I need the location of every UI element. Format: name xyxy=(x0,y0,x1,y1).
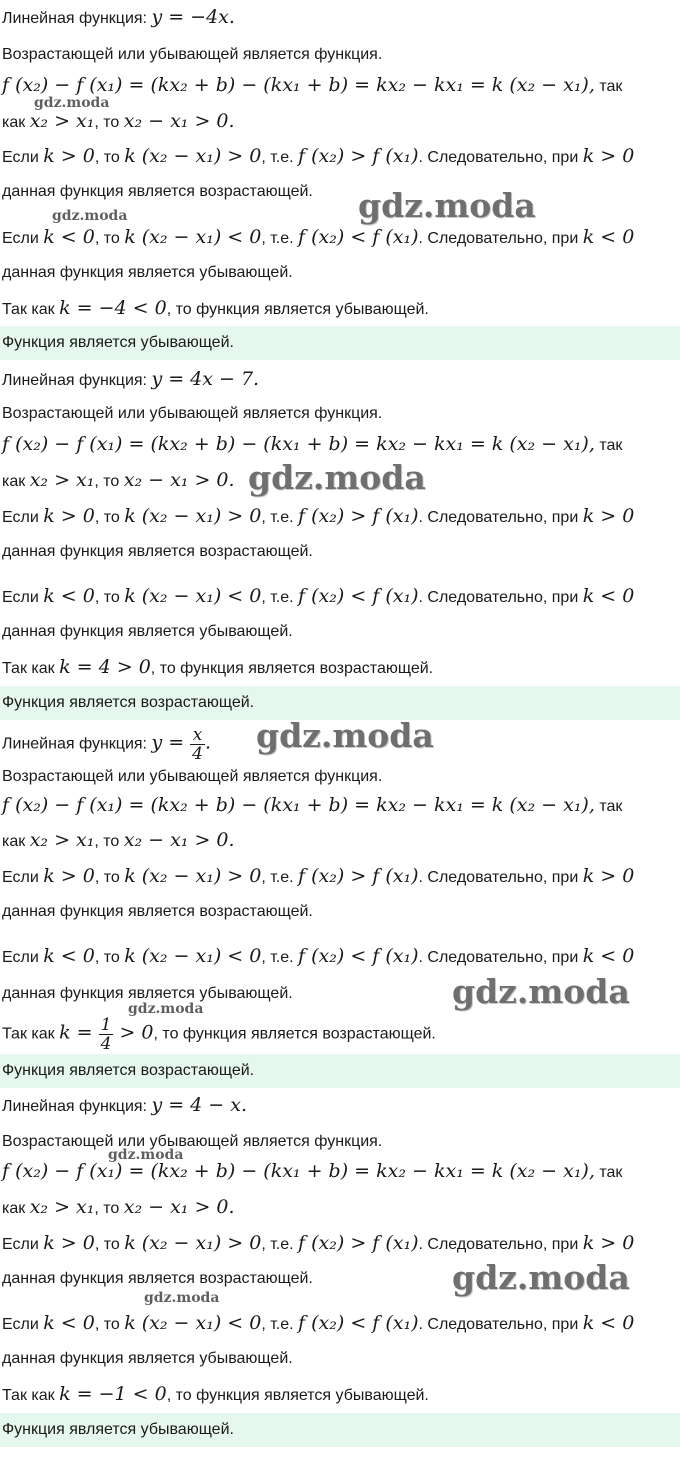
text-fragment: 1 xyxy=(100,1015,112,1035)
section1-question: Возрастающей или убывающей является функция. xyxy=(2,46,383,63)
text-fragment: как xyxy=(2,473,30,490)
watermark-small: gdz.moda xyxy=(34,95,110,111)
section3-final-statement xyxy=(0,1016,680,1053)
final-fraction xyxy=(99,1016,114,1053)
math-formula: k (x₂ − x₁) > 0 xyxy=(124,865,262,887)
math-formula: k > 0 xyxy=(582,505,635,527)
watermark-large: gdz.moda xyxy=(248,458,426,497)
math-formula: k > 0 xyxy=(43,1232,95,1254)
math-formula: x₂ − x₁ > 0. xyxy=(123,110,235,132)
math-formula: k (x₂ − x₁) < 0 xyxy=(124,945,262,967)
text-fragment: , т.е. xyxy=(261,869,299,886)
section3-question: Возрастающей или убывающей является функция. xyxy=(2,768,383,785)
section1-negative-conclusion: данная функция является убывающей. xyxy=(2,264,293,281)
text-fragment: 4 xyxy=(100,1034,112,1054)
section3-answer-banner: Функция является возрастающей. xyxy=(0,1054,680,1088)
text-fragment: Если xyxy=(2,949,44,966)
text-fragment: , то функция является возрастающей. xyxy=(150,660,434,677)
math-formula: k = 4 > 0 xyxy=(59,656,151,678)
math-formula: k > 0 xyxy=(582,865,635,887)
math-formula: x₂ > x₁ xyxy=(29,469,95,491)
text-fragment: Если xyxy=(2,230,44,247)
text-fragment: . Следовательно, при xyxy=(418,1236,583,1253)
text-fragment: как xyxy=(2,114,30,131)
section4-answer-banner: Функция является убывающей. xyxy=(0,1413,680,1447)
text-fragment: , то xyxy=(94,114,124,131)
watermark-large: gdz.moda xyxy=(452,1258,630,1297)
math-formula: k > 0 xyxy=(43,505,95,527)
text-fragment: как xyxy=(2,1200,30,1217)
text-fragment: Так как xyxy=(2,1387,60,1404)
math-formula: k < 0 xyxy=(43,226,95,248)
math-formula: k = −1 < 0 xyxy=(59,1383,167,1405)
watermark-large: gdz.moda xyxy=(256,716,434,755)
math-formula: f (x₂) < f (x₁) xyxy=(298,585,419,607)
text-fragment: так xyxy=(594,798,623,815)
text-fragment: , т.е. xyxy=(261,949,299,966)
text-fragment: , то xyxy=(94,509,125,526)
math-formula: x₂ − x₁ > 0. xyxy=(123,829,235,851)
text-fragment: , т.е. xyxy=(261,1316,299,1333)
math-formula: k < 0 xyxy=(43,585,95,607)
math-formula: k < 0 xyxy=(43,1312,95,1334)
watermark-large: gdz.moda xyxy=(452,972,630,1011)
math-formula: x₂ − x₁ > 0. xyxy=(123,469,235,491)
text-fragment: Если xyxy=(2,869,44,886)
heading-label: Линейная функция: xyxy=(2,10,152,27)
text-fragment: Линейная функция: xyxy=(2,1098,152,1115)
section4-final-statement xyxy=(0,1383,680,1407)
math-formula: f (x₂) < f (x₁) xyxy=(298,1312,419,1334)
math-formula: > 0 xyxy=(113,1021,154,1044)
math-formula: k < 0 xyxy=(582,226,635,248)
text-fragment: . Следовательно, при xyxy=(418,509,583,526)
text-fragment: . Следовательно, при xyxy=(418,869,583,886)
text-fragment: 4 xyxy=(192,744,203,764)
math-formula: x₂ > x₁ xyxy=(29,110,95,132)
math-formula: y = xyxy=(151,731,191,754)
math-formula: k < 0 xyxy=(43,945,95,967)
text-fragment: , то xyxy=(94,949,125,966)
text-fragment: , то xyxy=(94,1236,125,1253)
math-formula: f (x₂) < f (x₁) xyxy=(298,226,419,248)
text-fragment: Линейная функция: xyxy=(2,372,152,389)
math-formula: f (x₂) > f (x₁) xyxy=(298,505,419,527)
math-formula: f (x₂) > f (x₁) xyxy=(298,145,419,167)
text-fragment: , то xyxy=(94,869,125,886)
text-fragment: , т.е. xyxy=(261,230,299,247)
math-formula: k (x₂ − x₁) < 0 xyxy=(124,226,262,248)
text-fragment: , то xyxy=(94,1200,124,1217)
math-formula: f (x₂) − f (x₁) = (kx₂ + b) − (kx₁ + b) = kx₂ − kx₁ = k (x₂ − x₁), xyxy=(2,794,595,816)
section4-positive-case xyxy=(0,1232,680,1256)
section2-question: Возрастающей или убывающей является функция. xyxy=(2,405,383,422)
math-formula: y = 4x − 7. xyxy=(151,368,260,390)
math-formula: f (x₂) > f (x₁) xyxy=(298,865,419,887)
text-fragment: , т.е. xyxy=(261,1236,299,1253)
text-fragment: Если xyxy=(2,149,44,166)
text-fragment: . Следовательно, при xyxy=(418,149,583,166)
section2-heading xyxy=(0,368,680,392)
function-formula: y = −4x. xyxy=(151,6,235,28)
section3-difference-equation xyxy=(0,794,680,818)
text-fragment: , то функция является убывающей. xyxy=(166,1387,429,1404)
section1-final-statement xyxy=(0,297,680,321)
watermark-small: gdz.moda xyxy=(128,1001,204,1017)
text-fragment: , то xyxy=(94,473,124,490)
section1-answer-banner: Функция является убывающей. xyxy=(0,326,680,360)
math-formula: y = 4 − x. xyxy=(151,1094,248,1116)
section3-negative-conclusion: данная функция является убывающей. xyxy=(2,985,293,1002)
text-fragment: Так как xyxy=(2,660,60,677)
section2-negative-case xyxy=(0,585,680,609)
math-formula: k < 0 xyxy=(582,585,635,607)
watermark-small: gdz.moda xyxy=(52,208,128,224)
math-formula: k > 0 xyxy=(43,865,95,887)
section4-condition xyxy=(0,1196,680,1220)
text-fragment: . Следовательно, при xyxy=(418,949,583,966)
math-formula: f (x₂) − f (x₁) = (kx₂ + b) − (kx₁ + b) = kx₂ − kx₁ = k (x₂ − x₁), xyxy=(2,433,595,455)
section3-positive-case xyxy=(0,865,680,889)
section3-negative-case xyxy=(0,945,680,969)
math-formula: . xyxy=(205,731,212,754)
text-fragment: . Следовательно, при xyxy=(418,230,583,247)
section3-positive-conclusion: данная функция является возрастающей. xyxy=(2,903,313,920)
math-formula: k < 0 xyxy=(582,945,635,967)
section1-positive-conclusion: данная функция является возрастающей. xyxy=(2,183,313,200)
math-formula: x₂ > x₁ xyxy=(29,1196,95,1218)
section2-negative-conclusion: данная функция является убывающей. xyxy=(2,623,293,640)
math-formula: f (x₂) − f (x₁) = (kx₂ + b) − (kx₁ + b) = kx₂ − kx₁ = k (x₂ − x₁), xyxy=(2,1160,595,1182)
head-fraction xyxy=(190,726,205,763)
section1-condition xyxy=(0,110,680,134)
text-fragment: Если xyxy=(2,589,44,606)
text-fragment: Так как xyxy=(2,1025,60,1043)
text-fragment: , т.е. xyxy=(261,509,299,526)
math-formula: f (x₂) − f (x₁) = (kx₂ + b) − (kx₁ + b) = kx₂ − kx₁ = k (x₂ − x₁), xyxy=(2,74,595,96)
text-fragment: , то xyxy=(94,833,124,850)
text-fragment: , то функция является убывающей. xyxy=(166,301,429,318)
section3-condition xyxy=(0,829,680,853)
section2-difference-equation xyxy=(0,433,680,457)
text-fragment: Если xyxy=(2,1316,44,1333)
section1-negative-case xyxy=(0,226,680,250)
math-formula: k = −4 < 0 xyxy=(59,297,167,319)
section1-positive-case xyxy=(0,145,680,169)
text-fragment: , т.е. xyxy=(261,589,299,606)
math-formula: k < 0 xyxy=(582,1312,635,1334)
text-fragment: , т.е. xyxy=(261,149,299,166)
text-fragment: так xyxy=(594,437,623,454)
text-fragment: . Следовательно, при xyxy=(418,589,583,606)
math-formula: k (x₂ − x₁) > 0 xyxy=(124,145,262,167)
math-formula: k (x₂ − x₁) > 0 xyxy=(124,1232,262,1254)
math-formula: f (x₂) > f (x₁) xyxy=(298,1232,419,1254)
text-fragment: . Следовательно, при xyxy=(418,1316,583,1333)
text-fragment: так xyxy=(594,78,623,95)
text-fragment: Если xyxy=(2,1236,44,1253)
section4-negative-conclusion: данная функция является убывающей. xyxy=(2,1350,293,1367)
section4-difference-equation xyxy=(0,1160,680,1184)
text-fragment: , то xyxy=(94,149,125,166)
text-fragment: Так как xyxy=(2,301,60,318)
section2-answer-banner: Функция является возрастающей. xyxy=(0,686,680,720)
math-formula: k > 0 xyxy=(43,145,95,167)
text-fragment: как xyxy=(2,833,30,850)
math-formula: k > 0 xyxy=(582,1232,635,1254)
math-formula: k (x₂ − x₁) > 0 xyxy=(124,505,262,527)
watermark-small: gdz.moda xyxy=(144,1290,220,1306)
text-fragment: , то xyxy=(94,1316,125,1333)
text-fragment: Линейная функция: xyxy=(2,735,152,753)
math-formula: x₂ − x₁ > 0. xyxy=(123,1196,235,1218)
math-formula: k = xyxy=(59,1021,99,1044)
text-fragment: , то xyxy=(94,230,125,247)
text-fragment: так xyxy=(594,1164,623,1181)
text-fragment: , то xyxy=(94,589,125,606)
text-fragment: , то функция является возрастающей. xyxy=(153,1025,436,1043)
section4-negative-case xyxy=(0,1312,680,1336)
section2-positive-conclusion: данная функция является возрастающей. xyxy=(2,543,313,560)
math-formula: k (x₂ − x₁) < 0 xyxy=(124,585,262,607)
watermark-large: gdz.moda xyxy=(358,186,536,225)
math-formula: f (x₂) < f (x₁) xyxy=(298,945,419,967)
text-fragment: x xyxy=(190,726,205,745)
text-fragment: Если xyxy=(2,509,44,526)
section2-final-statement xyxy=(0,656,680,680)
math-formula: k > 0 xyxy=(582,145,635,167)
section4-positive-conclusion: данная функция является возрастающей. xyxy=(2,1270,313,1287)
math-formula: x₂ > x₁ xyxy=(29,829,95,851)
section1-heading xyxy=(0,6,680,30)
section2-positive-case xyxy=(0,505,680,529)
section4-heading xyxy=(0,1094,680,1118)
section4-question: Возрастающей или убывающей является функция. xyxy=(2,1133,383,1150)
watermark-small: gdz.moda xyxy=(108,1147,184,1163)
math-formula: k (x₂ − x₁) < 0 xyxy=(124,1312,262,1334)
